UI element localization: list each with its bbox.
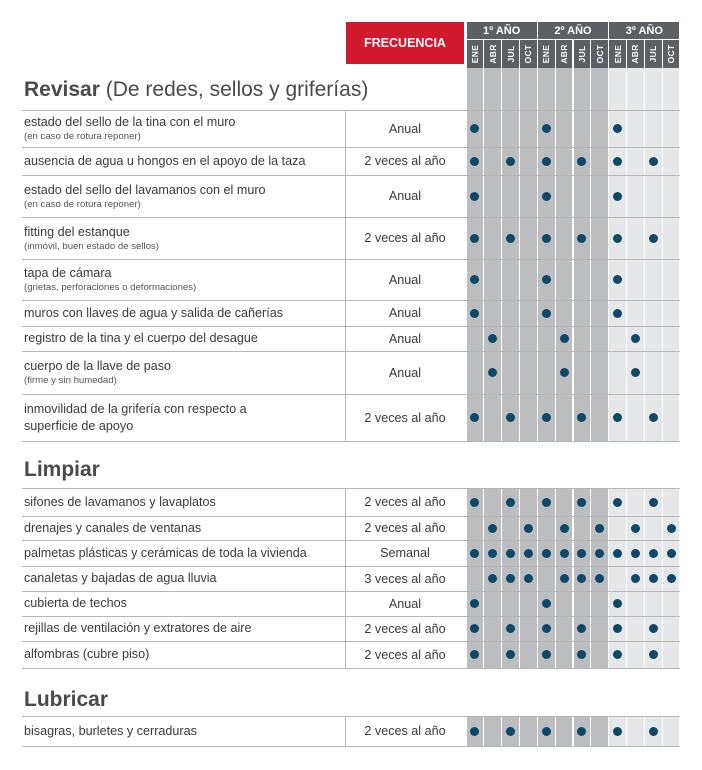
schedule-dot: [649, 498, 658, 507]
task-cell: [24, 259, 340, 300]
section-title-suffix: (De redes, sellos y griferías): [99, 78, 369, 101]
task-cell: [24, 616, 340, 641]
task-name: palmetas plásticas y cerámicas de toda la vivienda: [24, 545, 307, 560]
schedule-dot: [542, 599, 551, 608]
schedule-dot: [577, 498, 586, 507]
schedule-dot: [667, 549, 676, 558]
task-cell: [24, 175, 340, 217]
schedule-dot: [631, 574, 640, 583]
month-label: JUL: [576, 45, 587, 63]
month-label: ABR: [630, 44, 641, 64]
section-title-main: Revisar: [24, 78, 100, 101]
task-note: (grietas, perforaciones o deformaciones): [24, 282, 197, 293]
schedule-dot: [488, 549, 497, 558]
schedule-dot: [631, 549, 640, 558]
schedule-dot: [524, 524, 533, 533]
frequency-value: Anual: [388, 272, 422, 287]
schedule-dot: [542, 234, 551, 243]
schedule-dot: [613, 549, 622, 558]
schedule-dot: [524, 574, 533, 583]
frequency-value: 2 veces al año: [364, 410, 446, 425]
schedule-dot: [613, 309, 622, 318]
schedule-dot: [506, 498, 515, 507]
schedule-dot: [631, 368, 640, 377]
month-header: [627, 40, 644, 68]
schedule-dot: [613, 624, 622, 633]
section-title: [24, 686, 108, 714]
task-note: (firme y sin humedad): [24, 375, 117, 386]
schedule-dot: [542, 157, 551, 166]
schedule-dot: [631, 524, 640, 533]
task-name: cuerpo de la llave de paso: [24, 359, 172, 373]
month-label: OCT: [666, 44, 677, 64]
task-cell: [24, 540, 340, 566]
month-label: JUL: [648, 45, 659, 63]
month-column-band: [484, 68, 501, 441]
task-name: cubierta de techos: [24, 596, 127, 610]
schedule-dot: [577, 549, 586, 558]
task-name: tapa de cámara: [24, 266, 112, 280]
task-name: drenajes y canales de ventanas: [24, 520, 202, 535]
schedule-dot: [470, 192, 479, 201]
frequency-value: Semanal: [380, 546, 430, 560]
task-name: fitting del estanque: [24, 224, 130, 239]
month-label: ABR: [487, 44, 498, 64]
schedule-dot: [470, 157, 479, 166]
task-cell: [24, 566, 340, 591]
schedule-dot: [542, 498, 551, 507]
month-column-band: [591, 716, 608, 746]
task-cell: [24, 488, 340, 516]
schedule-dot: [560, 334, 569, 343]
month-label: OCT: [594, 44, 605, 64]
schedule-dot: [470, 234, 479, 243]
schedule-dot: [649, 624, 658, 633]
month-column-band: [502, 68, 519, 441]
row-divider: [22, 441, 680, 442]
month-column-band: [645, 68, 662, 441]
row-divider: [22, 746, 680, 747]
schedule-dot: [649, 650, 658, 659]
month-header: [609, 40, 626, 68]
schedule-dot: [470, 549, 479, 558]
schedule-dot: [560, 549, 569, 558]
schedule-dot: [649, 549, 658, 558]
schedule-dot: [506, 413, 515, 422]
section-title-main: Lubricar: [24, 688, 109, 711]
schedule-dot: [613, 599, 622, 608]
task-cell: [24, 591, 340, 616]
task-name-continued: superficie de apoyo: [24, 418, 134, 433]
schedule-dot: [542, 309, 551, 318]
schedule-dot: [613, 234, 622, 243]
task-cell: [24, 716, 340, 746]
month-column-band: [627, 68, 644, 441]
task-cell: [24, 394, 340, 441]
schedule-dot: [613, 275, 622, 284]
frequency-value: Anual: [388, 596, 422, 611]
schedule-dot: [649, 157, 658, 166]
schedule-dot: [506, 549, 515, 558]
schedule-dot: [560, 574, 569, 583]
month-column-band: [556, 716, 573, 746]
frequency-value: 2 veces al año: [364, 621, 446, 636]
schedule-dot: [560, 368, 569, 377]
section-title: [24, 76, 368, 104]
task-name: sifones de lavamanos y lavaplatos: [24, 494, 216, 509]
schedule-dot: [649, 413, 658, 422]
task-name: registro de la tina y el cuerpo del desague: [24, 331, 258, 345]
schedule-dot: [506, 574, 515, 583]
task-cell: [24, 516, 340, 540]
task-cell: [24, 641, 340, 668]
frequency-value: Anual: [388, 189, 422, 203]
month-column-band: [627, 716, 644, 746]
schedule-dot: [595, 549, 604, 558]
task-cell: [24, 147, 340, 175]
month-label: ENE: [469, 44, 480, 64]
month-column-band: [591, 68, 608, 441]
month-column-band: [556, 68, 573, 441]
schedule-dot: [649, 234, 658, 243]
month-header: [484, 40, 501, 68]
schedule-dot: [577, 727, 586, 736]
schedule-dot: [542, 549, 551, 558]
schedule-dot: [542, 727, 551, 736]
task-cell: [24, 326, 340, 351]
frequency-value: Anual: [388, 306, 422, 320]
schedule-dot: [542, 124, 551, 133]
schedule-dot: [506, 727, 515, 736]
month-header: [574, 40, 591, 68]
task-name: alfombras (cubre piso): [24, 647, 150, 661]
section-title-main: Limpiar: [24, 458, 100, 481]
schedule-dot: [649, 574, 658, 583]
schedule-dot: [613, 124, 622, 133]
task-cell: [24, 217, 340, 259]
month-column-band: [574, 68, 591, 441]
schedule-dot: [613, 727, 622, 736]
task-name: estado del sello de la tina con el muro: [24, 115, 236, 129]
frequency-value: 2 veces al año: [364, 647, 446, 662]
month-header: [591, 40, 608, 68]
schedule-dot: [613, 498, 622, 507]
task-name: muros con llaves de agua y salida de cañerías: [24, 305, 284, 320]
month-column-band: [663, 68, 680, 441]
year-header: 3º AÑO: [609, 22, 679, 39]
month-header: [556, 40, 573, 68]
schedule-dot: [613, 192, 622, 201]
schedule-dot: [542, 275, 551, 284]
frequency-value: Anual: [388, 331, 422, 346]
schedule-dot: [470, 727, 479, 736]
month-column-band: [520, 716, 537, 746]
task-name: bisagras, burletes y cerraduras: [24, 723, 197, 738]
month-column-band: [484, 716, 501, 746]
schedule-dot: [613, 413, 622, 422]
frequency-value: 2 veces al año: [364, 154, 446, 168]
schedule-dot: [506, 157, 515, 166]
month-label: JUL: [505, 45, 516, 63]
schedule-dot: [667, 524, 676, 533]
month-header: [520, 40, 537, 68]
frequency-value: 2 veces al año: [364, 231, 446, 245]
schedule-dot: [577, 234, 586, 243]
schedule-dot: [542, 413, 551, 422]
frequency-value: 3 veces al año: [364, 571, 446, 586]
frequency-value: 2 veces al año: [364, 724, 446, 738]
schedule-dot: [613, 157, 622, 166]
schedule-dot: [506, 624, 515, 633]
schedule-dot: [470, 309, 479, 318]
schedule-dot: [524, 549, 533, 558]
schedule-dot: [506, 650, 515, 659]
task-name: canaletas y bajadas de agua lluvia: [24, 571, 217, 585]
task-name: estado del sello del lavamanos con el muro: [24, 182, 266, 197]
task-note: (en caso de rotura reponer): [24, 198, 141, 210]
schedule-dot: [560, 524, 569, 533]
task-name: rejillas de ventilación y extratores de aire: [24, 621, 252, 635]
month-label: ENE: [612, 44, 623, 64]
month-column-band: [663, 716, 680, 746]
task-cell: [24, 351, 340, 394]
schedule-dot: [488, 524, 497, 533]
month-label: OCT: [523, 44, 534, 64]
schedule-dot: [667, 574, 676, 583]
frequency-value: Anual: [388, 365, 422, 380]
schedule-dot: [631, 334, 640, 343]
schedule-dot: [542, 650, 551, 659]
task-cell: [24, 110, 340, 147]
month-header: [502, 40, 519, 68]
schedule-dot: [595, 524, 604, 533]
frequency-value: 2 veces al año: [364, 495, 446, 509]
month-column-band: [520, 68, 537, 441]
year-header: 1º AÑO: [467, 22, 537, 39]
schedule-dot: [613, 650, 622, 659]
frequency-header: FRECUENCIA: [346, 22, 464, 64]
task-note: (en caso de rotura reponer): [24, 131, 141, 142]
schedule-dot: [542, 192, 551, 201]
month-header: [645, 40, 662, 68]
section-title: [24, 456, 100, 484]
schedule-dot: [577, 157, 586, 166]
task-name: ausencia de agua u hongos en el apoyo de la taza: [24, 153, 306, 168]
month-header: [467, 40, 484, 68]
month-label: ENE: [541, 44, 552, 64]
schedule-dot: [506, 234, 515, 243]
schedule-dot: [542, 624, 551, 633]
task-name: inmovilidad de la grifería con respecto a: [24, 401, 247, 416]
month-header: [663, 40, 680, 68]
month-header: [538, 40, 555, 68]
schedule-dot: [649, 727, 658, 736]
month-label: ABR: [559, 44, 570, 64]
schedule-dot: [470, 498, 479, 507]
frequency-value: 2 veces al año: [364, 521, 446, 535]
task-note: (inmóvil, buen estado de sellos): [24, 240, 159, 252]
task-cell: [24, 300, 340, 326]
frequency-value: Anual: [388, 121, 422, 136]
row-divider: [22, 668, 680, 669]
year-header: 2º AÑO: [538, 22, 608, 39]
